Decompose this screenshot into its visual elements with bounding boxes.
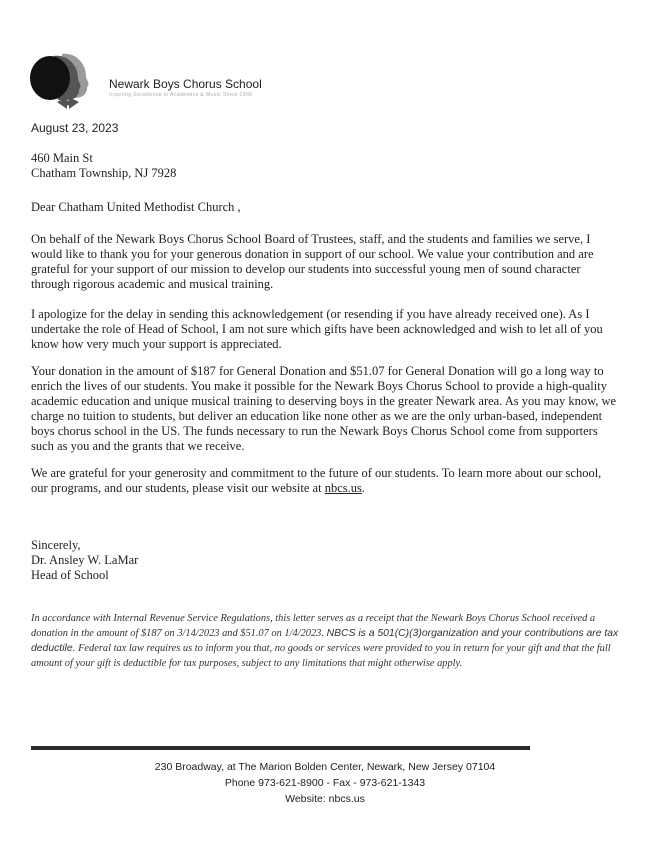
footer-address: 230 Broadway, at The Marion Bolden Center, Newark, New Jersey 07104: [154, 761, 496, 773]
paragraph-learn-more-text: We are grateful for your generosity and commitment to the future of our students. To learn more about our school, our programs, and our students, please visit our website at: [31, 466, 602, 495]
address-line-2: Chatham Township, NJ 7928: [31, 166, 177, 180]
paragraph-donation: Your donation in the amount of $187 for General Donation and $51.07 for General Donation will go a long way to enrich the lives of our students. You make it possible for the Newark Boys Chorus School to provide a high-quality academic education and unique musical training to deserving boys in the greater Newark area. As you may know, we charge no tuition to students, but deliver an education like none other as we are the only urban-based, independent boys chorus school in the US. The funds necessary to run the Newark Boys Chorus School come from supporters such as you and the grants that we receive.: [31, 364, 617, 453]
letter-date: August 23, 2023: [31, 121, 119, 135]
org-tagline: Inspiring Excellence in Academics & Music Since 1966: [109, 92, 253, 98]
paragraph-learn-more-end: .: [361, 481, 365, 495]
receipt-part-3: Federal tax law requires us to inform you that, no goods or services were provided to you in return for your gift and that the full amount of your gift is deductible for tax purposes, subject to any limitations that might otherwise apply.: [31, 643, 611, 669]
salutation: Dear Chatham United Methodist Church ,: [31, 200, 241, 214]
receipt-part-2: NBCS is a 501(C)(3)organization and your contributions are tax deductile.: [31, 628, 619, 654]
paragraph-apology: I apologize for the delay in sending this acknowledgement (or resending if you have already received one). As I undertake the role of Head of School, I am not sure which gifts have been acknowledged and wish to let all of you know how very much your support is appreciated.: [31, 307, 603, 351]
signer-name: Dr. Ansley W. LaMar: [31, 553, 139, 567]
website-link[interactable]: nbcs.us: [324, 481, 362, 495]
closing: Sincerely,: [31, 538, 81, 552]
org-name: Newark Boys Chorus School: [109, 77, 262, 91]
signer-title: Head of School: [31, 568, 109, 582]
receipt-part-1: In accordance with Internal Revenue Service Regulations, this letter serves as a receipt that the Newark Boys Chorus School received a donation in the amount of $187 on 3/14/2023 and $51.07 on 1/4/2023.: [31, 613, 596, 639]
address-line-1: 460 Main St: [31, 151, 93, 165]
footer-website: Website: nbcs.us: [285, 793, 365, 805]
school-logo: [28, 50, 106, 112]
logo-head-front: [30, 56, 70, 100]
paragraph-learn-more: [31, 466, 621, 496]
footer-divider: [31, 746, 530, 750]
footer-phone-fax: Phone 973-621-8900 - Fax - 973-621-1343: [224, 777, 426, 789]
paragraph-thanks: On behalf of the Newark Boys Chorus School Board of Trustees, staff, and the students and families we serve, I would like to thank you for your generous donation in support of our school. We value your contribution and are grateful for your support of our mission to develop our students into successful young men of sound character through rigorous academic and musical training.: [31, 232, 594, 291]
tax-receipt-notice: [31, 611, 621, 671]
